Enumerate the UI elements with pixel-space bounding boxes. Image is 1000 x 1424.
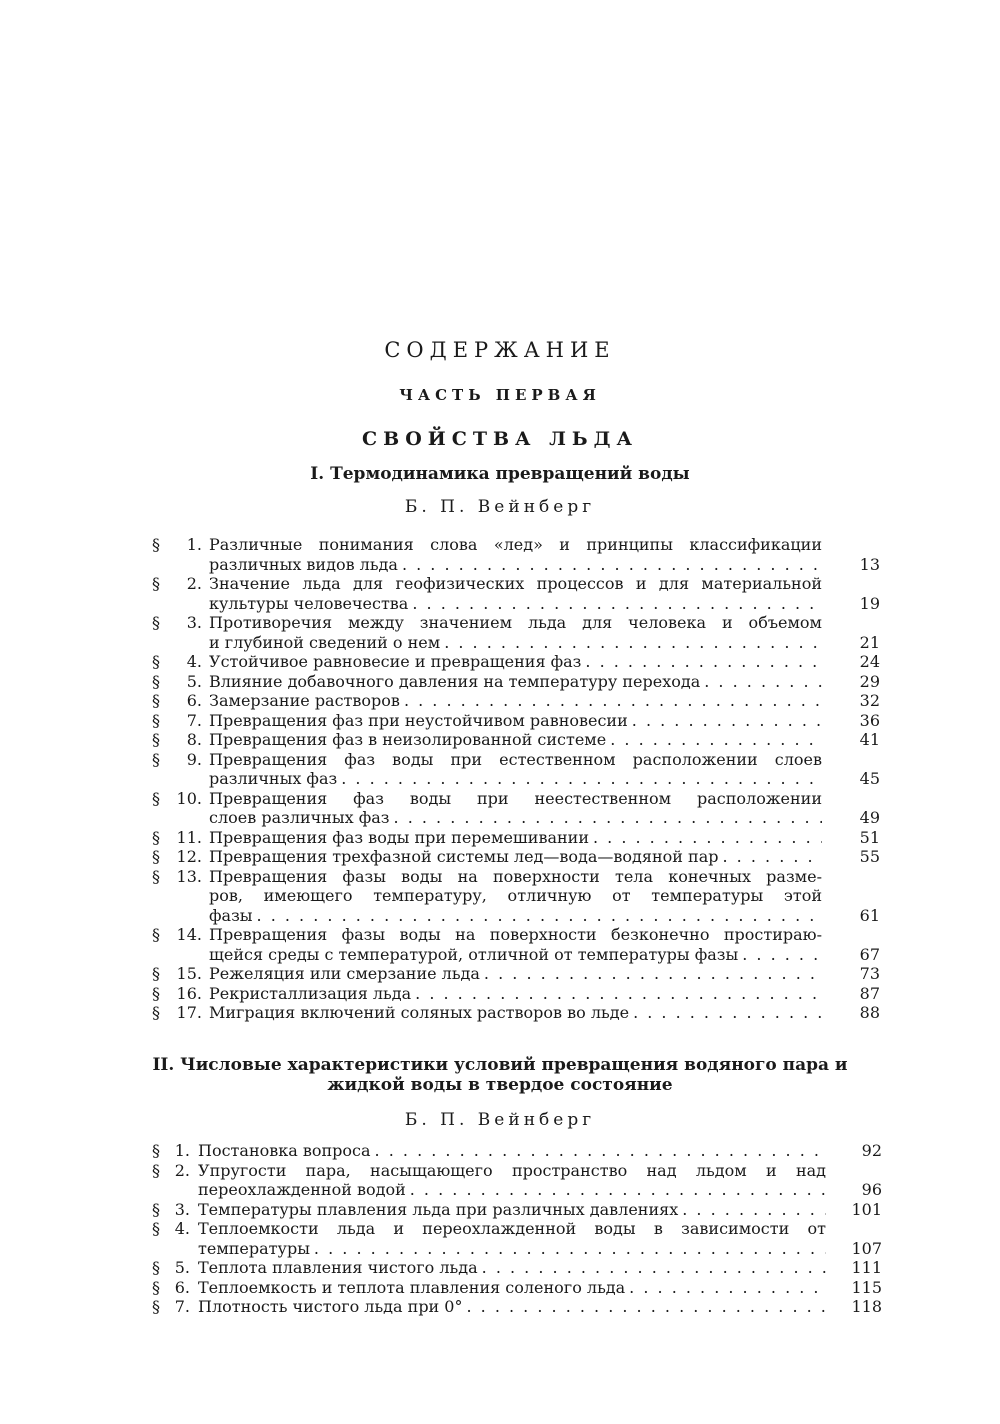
page-number: 67 — [859, 944, 880, 964]
dot-leader — [341, 769, 822, 789]
entry-title-last-line — [209, 711, 822, 731]
chapter-1-author: Б. П. Вейнберг — [404, 497, 596, 517]
dot-leader — [394, 808, 822, 828]
entry-title: различных видов льда — [209, 554, 398, 574]
section-sign: § — [152, 1258, 160, 1277]
section-number: 8. — [186, 730, 202, 749]
entry-title: Режеляция или смерзание льда — [209, 964, 480, 983]
entry-title-line: Значение льда для геофизических процессов и для материальной — [209, 574, 822, 593]
section-sign: § — [152, 1141, 160, 1160]
page-number: 111 — [851, 1258, 882, 1277]
section-sign: § — [152, 964, 160, 983]
dot-leader — [484, 964, 822, 984]
page-number: 96 — [861, 1180, 882, 1199]
entry-title: Превращения фаз в неизолированной системе — [209, 730, 607, 749]
entry-title-last-line — [209, 672, 822, 692]
entry-title-last-line — [209, 906, 822, 926]
section-sign: § — [152, 730, 160, 749]
section-sign: § — [152, 671, 160, 691]
entry-title: переохлажденной водой — [198, 1180, 406, 1199]
dot-leader — [402, 555, 822, 575]
section-sign: § — [152, 574, 160, 593]
dot-leader — [682, 1200, 826, 1220]
entry-title-last-line — [198, 1141, 826, 1161]
section-number: 14. — [176, 925, 202, 944]
contents-title: СОДЕРЖАНИЕ — [384, 338, 616, 362]
dot-leader — [593, 828, 822, 848]
section-sign: § — [152, 827, 160, 847]
entry-title-last-line — [198, 1180, 826, 1200]
entry-title: Превращения фаз воды при перемешивании — [209, 827, 589, 847]
entry-title: Рекристаллизация льда — [209, 983, 412, 1003]
page-number: 19 — [859, 593, 880, 613]
entry-title-line: Превращения фаз воды при неестественном расположении — [209, 788, 822, 808]
page-number: 88 — [859, 1003, 880, 1022]
part-title: ЧАСТЬ ПЕРВАЯ — [399, 386, 601, 404]
page-number: 61 — [859, 905, 880, 925]
page-number: 24 — [859, 652, 880, 671]
entry-title-last-line — [209, 730, 822, 750]
entry-title: Превращения фаз при неустойчивом равновесии — [209, 710, 628, 730]
section-number: 10. — [176, 788, 202, 808]
section-number: 11. — [176, 827, 202, 847]
entry-title-last-line — [198, 1239, 826, 1259]
section-number: 17. — [176, 1003, 202, 1022]
entry-title-last-line — [209, 555, 822, 575]
section-sign: § — [152, 652, 160, 671]
entry-title: Миграция включений соляных растворов во льде — [209, 1003, 630, 1022]
dot-leader — [482, 1258, 826, 1278]
entry-title: различных фаз — [209, 769, 338, 788]
entry-title-line: Превращения фазы воды на поверхности безконечно простираю- — [209, 925, 822, 944]
page-number: 45 — [859, 769, 880, 788]
section-number: 16. — [176, 983, 202, 1003]
page-number: 101 — [851, 1199, 882, 1219]
entry-title: Температуры плавления льда при различных давлениях — [198, 1199, 679, 1219]
section-sign: § — [152, 1160, 160, 1180]
entry-title-last-line — [198, 1278, 826, 1298]
chapter-1-title: I. Термодинамика превращений воды — [310, 464, 690, 484]
entry-title: щейся среды с температурой, отличной от температуры фазы — [209, 944, 739, 964]
page-number: 21 — [859, 632, 880, 652]
section-number: 5. — [186, 671, 202, 691]
page-number: 107 — [851, 1238, 882, 1258]
entry-title-last-line — [209, 594, 822, 614]
entry-title-last-line — [198, 1297, 826, 1317]
section-number: 3. — [186, 613, 202, 632]
entry-title-last-line — [209, 847, 822, 867]
chapter-2-title-line-1: II. Числовые характеристики условий превращения водяного пара и — [152, 1055, 848, 1075]
section-sign: § — [152, 691, 160, 710]
section-number: 12. — [176, 847, 202, 866]
section-number: 6. — [174, 1277, 190, 1297]
dot-leader — [723, 847, 823, 867]
section-number: 15. — [176, 964, 202, 983]
chapter-2-author: Б. П. Вейнберг — [404, 1110, 596, 1130]
section-sign: § — [152, 1199, 160, 1219]
section-number: 4. — [174, 1219, 190, 1238]
entry-title-last-line — [209, 945, 822, 965]
section-sign: § — [152, 866, 160, 886]
dot-leader — [610, 730, 822, 750]
section-number: 5. — [174, 1258, 190, 1277]
page-number: 55 — [859, 847, 880, 866]
entry-title: Теплоемкость и теплота плавления соленого льда — [198, 1277, 626, 1297]
entry-title-last-line — [198, 1200, 826, 1220]
page-number: 41 — [859, 730, 880, 749]
entry-title: культуры человечества — [209, 593, 409, 613]
section-number: 4. — [186, 652, 202, 671]
dot-leader — [375, 1141, 826, 1161]
section-number: 13. — [176, 866, 202, 886]
section-sign: § — [152, 1277, 160, 1297]
dot-leader — [404, 691, 822, 711]
entry-title: слоев различных фаз — [209, 808, 390, 827]
dot-leader — [314, 1239, 826, 1259]
section-number: 2. — [186, 574, 202, 593]
entry-title-line: Различные понимания слова «лед» и принципы классификации — [209, 535, 822, 554]
entry-title-last-line — [209, 1003, 822, 1023]
section-number: 2. — [174, 1160, 190, 1180]
section-sign: § — [152, 1297, 160, 1316]
entry-title-line: Упругости пара, насыщающего пространство над льдом и над — [198, 1160, 826, 1180]
entry-title: Влияние добавочного давления на температуру перехода — [209, 671, 701, 691]
entry-title: Замерзание растворов — [209, 691, 400, 710]
dot-leader — [412, 594, 822, 614]
section-sign: § — [152, 613, 160, 632]
page-number: 118 — [851, 1297, 882, 1316]
page-number: 87 — [859, 983, 880, 1003]
section-number: 3. — [174, 1199, 190, 1219]
dot-leader — [632, 711, 822, 731]
section-sign: § — [152, 1219, 160, 1238]
entry-title-last-line — [209, 964, 822, 984]
dot-leader — [585, 652, 822, 672]
dot-leader — [444, 633, 822, 653]
entry-title-last-line — [209, 828, 822, 848]
section-number: 7. — [174, 1297, 190, 1316]
entry-title-last-line — [209, 808, 822, 828]
section-sign: § — [152, 749, 160, 769]
section-number: 9. — [186, 749, 202, 769]
section-number: 1. — [174, 1141, 190, 1160]
dot-leader — [633, 1003, 822, 1023]
entry-title: фазы — [209, 905, 253, 925]
dot-leader — [415, 984, 822, 1004]
page-number: 51 — [859, 827, 880, 847]
section-sign: § — [152, 788, 160, 808]
dot-leader — [629, 1278, 826, 1298]
section-sign: § — [152, 847, 160, 866]
section-sign: § — [152, 535, 160, 554]
entry-title-line: Превращения фаз воды при естественном расположении слоев — [209, 749, 822, 769]
section-number: 1. — [186, 535, 202, 554]
entry-title: Теплота плавления чистого льда — [198, 1258, 478, 1277]
section-sign: § — [152, 983, 160, 1003]
dot-leader — [410, 1180, 826, 1200]
section-sign: § — [152, 1003, 160, 1022]
page-number: 32 — [859, 691, 880, 710]
entry-title: температуры — [198, 1238, 310, 1258]
dot-leader — [742, 945, 822, 965]
entry-title-line: Превращения фазы воды на поверхности тела конечных разме- — [209, 866, 822, 886]
section-sign: § — [152, 710, 160, 730]
entry-title-last-line — [209, 633, 822, 653]
page-number: 29 — [859, 671, 880, 691]
page-number: 13 — [859, 554, 880, 574]
part-subtitle: СВОЙСТВА ЛЬДА — [362, 428, 638, 450]
entry-title-last-line — [198, 1258, 826, 1278]
dot-leader — [257, 906, 822, 926]
entry-title: Устойчивое равновесие и превращения фаз — [209, 652, 582, 671]
page-number: 92 — [861, 1141, 882, 1160]
entry-title: Плотность чистого льда при 0° — [198, 1297, 463, 1316]
page-number: 115 — [851, 1277, 882, 1297]
dot-leader — [466, 1297, 826, 1317]
entry-title-line: ров, имеющего температуру, отличную от температуры этой — [209, 886, 822, 905]
entry-title-line: Противоречия между значением льда для человека и объемом — [209, 613, 822, 632]
entry-title-last-line — [209, 652, 822, 672]
entry-title-last-line — [209, 691, 822, 711]
section-number: 6. — [186, 691, 202, 710]
page-number: 36 — [859, 710, 880, 730]
page-number: 73 — [859, 964, 880, 983]
section-number: 7. — [186, 710, 202, 730]
entry-title: Превращения трехфазной системы лед—вода—водяной пар — [209, 847, 719, 866]
entry-title: Постановка вопроса — [198, 1141, 371, 1160]
page-number: 49 — [859, 808, 880, 827]
dot-leader — [704, 672, 822, 692]
section-sign: § — [152, 925, 160, 944]
chapter-2-title-line-2: жидкой воды в твердое состояние — [327, 1075, 673, 1095]
entry-title-line: Теплоемкости льда и переохлажденной воды в зависимости от — [198, 1219, 826, 1238]
entry-title: и глубиной сведений о нем — [209, 632, 441, 652]
entry-title-last-line — [209, 769, 822, 789]
entry-title-last-line — [209, 984, 822, 1004]
